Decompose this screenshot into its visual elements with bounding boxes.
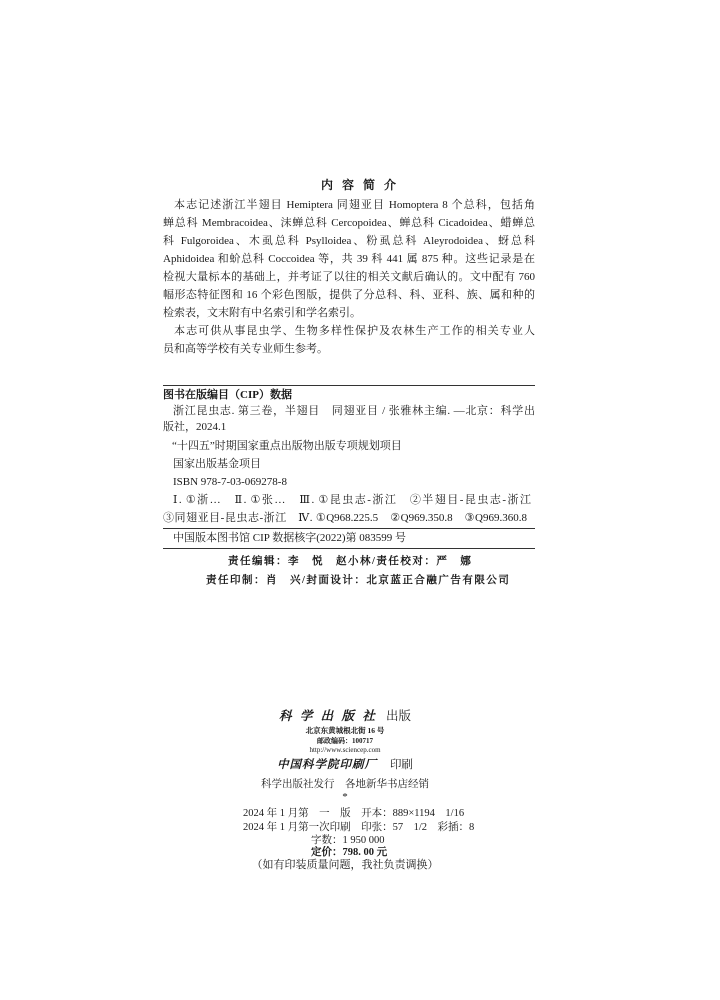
summary-line: 员和高等学校有关专业师生参考。 [163, 343, 328, 355]
editor-credits: 责任编辑：李 悦 赵小林/责任校对：严 娜 [228, 556, 473, 567]
publisher-address: 北京东黄城根北街 16 号 [305, 726, 385, 735]
summary-heading: 内 容 简 介 [320, 178, 399, 192]
cip-middle-rule [163, 528, 535, 529]
cip-line: 版社，2024.1 [163, 421, 227, 433]
cip-record-number: 中国版本图书馆 CIP 数据核字(2022)第 083599 号 [173, 532, 407, 544]
publish-word: 出版 [386, 709, 412, 723]
summary-line: 检视大量标本的基础上，并考证了以往的相关文献后确认的。文中配有 760 [163, 271, 535, 283]
quality-note: （如有印装质量问题，我社负责调换） [251, 859, 439, 871]
summary-line: 检索表，文末附有中名索引和学名索引。 [163, 307, 361, 319]
publisher-logo-text: 科 学 出 版 社 [278, 708, 377, 723]
word-count: 字数：1 950 000 [311, 835, 385, 846]
printing-line: 2024 年 1 月第一次印刷 印张：57 1/2 彩插：8 [243, 822, 475, 833]
printer-name: 中国科学院印刷厂 [277, 757, 378, 771]
cip-heading: 图书在版编目（CIP）数据 [163, 389, 292, 401]
publisher-line [145, 708, 545, 724]
printer-line [145, 757, 545, 773]
edition-line: 2024 年 1 月第 一 版 开本：889×1194 1/16 [243, 808, 465, 819]
summary-line: 蝉总科 Membracoidea、沫蝉总科 Cercopoidea、蝉总科 Cicadoidea、蜡蝉总 [163, 217, 535, 229]
summary-line: 本志可供从事昆虫学、生物多样性保护及农林生产工作的相关专业人 [174, 325, 535, 337]
print-word: 印刷 [389, 759, 413, 771]
separator-star: * [342, 791, 348, 803]
publisher-postcode: 邮政编码：100717 [317, 737, 373, 745]
distribution-line: 科学出版社发行 各地新华书店经销 [261, 779, 429, 790]
cip-line: 浙江昆虫志. 第三卷，半翅目 同翅亚目 / 张雅林主编. —北京：科学出 [173, 405, 535, 417]
production-credits: 责任印制：肖 兴/封面设计：北京蓝正合融广告有限公司 [206, 575, 511, 586]
summary-line: 科 Fulgoroidea、木虱总科 Psylloidea、粉虱总科 Aleyrodoidea、蚜总科 [163, 235, 535, 247]
cip-line: Ⅰ. ①浙… Ⅱ. ①张… Ⅲ. ①昆虫志-浙江 ②半翅目-昆虫志-浙江 [173, 494, 531, 506]
cip-top-rule [163, 385, 535, 386]
cip-line: 国家出版基金项目 [173, 458, 261, 470]
cip-line: “十四五”时期国家重点出版物出版专项规划项目 [172, 440, 402, 452]
summary-line: 本志记述浙江半翅目 Hemiptera 同翅亚目 Homoptera 8 个总科，包括角 [174, 199, 535, 211]
cip-bottom-rule [163, 548, 535, 549]
publisher-url: http://www.sciencep.com [309, 746, 381, 754]
summary-line: 幅形态特征图和 16 个彩色图版，提供了分总科、科、亚科、族、属和种的 [163, 289, 535, 301]
cip-isbn: ISBN 978-7-03-069278-8 [173, 476, 287, 488]
cip-line: ③同翅亚目-昆虫志-浙江 Ⅳ. ①Q968.225.5 ②Q969.350.8 ③Q969.360.8 [163, 512, 527, 524]
price: 定价：798. 00 元 [311, 847, 388, 858]
summary-line: Aphidoidea 和蚧总科 Coccoidea 等，共 39 科 441 属 875 种。这些记录是在 [163, 253, 535, 265]
